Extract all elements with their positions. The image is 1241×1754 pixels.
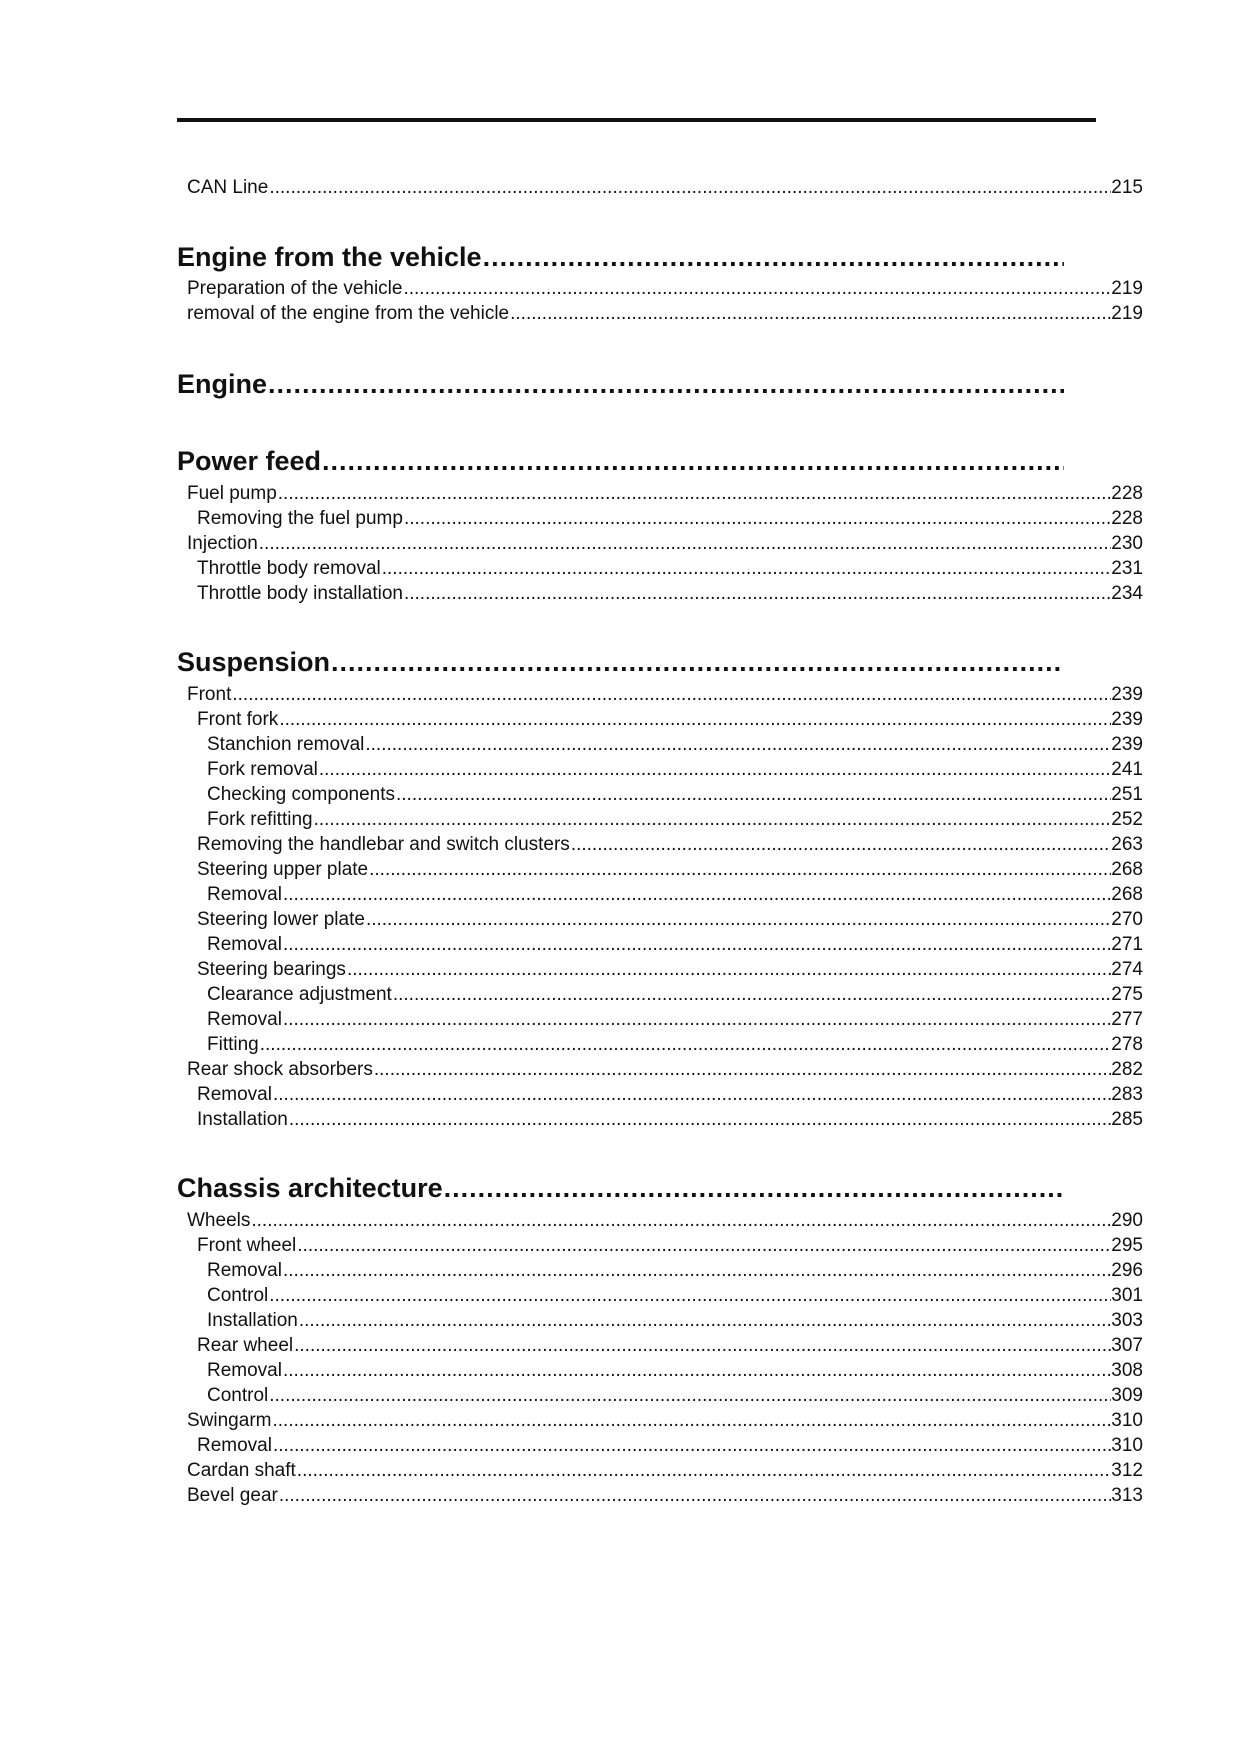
toc-entry-label: Fitting bbox=[207, 1034, 259, 1055]
toc-entry[interactable] bbox=[207, 1007, 1143, 1032]
section-heading-suspension[interactable] bbox=[177, 645, 1064, 679]
dot-leader bbox=[289, 1107, 1111, 1132]
toc-entry-page: 310 bbox=[1111, 1410, 1143, 1431]
dot-leader bbox=[365, 732, 1111, 757]
toc-entry[interactable] bbox=[197, 957, 1143, 982]
toc-entry-page: 278 bbox=[1111, 1034, 1143, 1055]
dot-leader bbox=[297, 1458, 1112, 1483]
dot-leader bbox=[283, 1358, 1111, 1383]
section-title: Power feed bbox=[177, 446, 322, 476]
dot-leader bbox=[232, 682, 1111, 707]
toc-entry[interactable] bbox=[207, 1258, 1143, 1283]
toc-entry[interactable] bbox=[197, 1433, 1143, 1458]
dot-leader bbox=[251, 1208, 1111, 1233]
toc-entry-page: 230 bbox=[1111, 533, 1143, 554]
toc-entry[interactable] bbox=[207, 1358, 1143, 1383]
toc-entry-label: Removal bbox=[197, 1084, 272, 1105]
toc-entry-page: 277 bbox=[1111, 1009, 1143, 1030]
toc-entry[interactable] bbox=[197, 556, 1143, 581]
toc-entry[interactable] bbox=[197, 581, 1143, 606]
toc-entry[interactable] bbox=[207, 782, 1143, 807]
dot-leader bbox=[366, 907, 1111, 932]
toc-entry-page: 234 bbox=[1111, 583, 1143, 604]
toc-entry-page: 268 bbox=[1111, 859, 1143, 880]
toc-entry-page: 307 bbox=[1111, 1335, 1143, 1356]
toc-entry-page: 239 bbox=[1111, 709, 1143, 730]
dot-leader bbox=[283, 882, 1111, 907]
dot-leader bbox=[273, 1433, 1111, 1458]
toc-entry-label: Stanchion removal bbox=[207, 734, 365, 755]
toc-entry-page: 309 bbox=[1111, 1385, 1143, 1406]
toc-entry-label: Throttle body removal bbox=[197, 558, 381, 579]
dot-leader bbox=[283, 1007, 1111, 1032]
toc-entry-label: Rear shock absorbers bbox=[187, 1059, 373, 1080]
toc-entry-label: Removal bbox=[207, 1260, 282, 1281]
toc-entry-page: 312 bbox=[1111, 1460, 1143, 1481]
dot-leader bbox=[510, 301, 1111, 326]
toc-entry-page: 231 bbox=[1111, 558, 1143, 579]
header-rule bbox=[177, 118, 1096, 122]
toc-entry-label: Fork refitting bbox=[207, 809, 313, 830]
toc-entry-label: Installation bbox=[207, 1310, 298, 1331]
toc-entry[interactable] bbox=[197, 506, 1143, 531]
toc-entry-label: Removal bbox=[197, 1435, 272, 1456]
dot-leader bbox=[278, 481, 1112, 506]
dot-leader bbox=[283, 932, 1111, 957]
toc-entry[interactable] bbox=[187, 531, 1143, 556]
dot-leader bbox=[444, 1171, 1064, 1205]
section-heading-engine[interactable] bbox=[177, 367, 1064, 401]
toc-entry-label: Removal bbox=[207, 884, 282, 905]
toc-entry-label: Steering upper plate bbox=[197, 859, 369, 880]
dot-leader bbox=[404, 506, 1111, 531]
toc-entry-page: 290 bbox=[1111, 1210, 1143, 1231]
toc-entry-label: CAN Line bbox=[187, 177, 269, 198]
dot-leader bbox=[269, 175, 1111, 200]
toc-entry[interactable] bbox=[187, 481, 1143, 506]
section-title: Engine bbox=[177, 369, 268, 399]
toc-entry[interactable] bbox=[197, 1233, 1143, 1258]
toc-entry[interactable] bbox=[207, 1032, 1143, 1057]
toc-entry[interactable] bbox=[187, 1408, 1143, 1433]
toc-entry-label: Fuel pump bbox=[187, 483, 277, 504]
toc-entry-label: Checking components bbox=[207, 784, 395, 805]
toc-entry[interactable] bbox=[207, 1383, 1143, 1408]
toc-entry-label: Removing the fuel pump bbox=[197, 508, 403, 529]
toc-entry-label: Removal bbox=[207, 934, 282, 955]
toc-entry[interactable] bbox=[187, 276, 1143, 301]
dot-leader bbox=[404, 581, 1111, 606]
dot-leader bbox=[260, 1032, 1112, 1057]
dot-leader bbox=[279, 707, 1111, 732]
toc-entry-page: 313 bbox=[1111, 1485, 1143, 1506]
toc-entry-label: Removing the handlebar and switch clusters bbox=[197, 834, 570, 855]
toc-entry-page: 310 bbox=[1111, 1435, 1143, 1456]
toc-entry-label: Bevel gear bbox=[187, 1485, 278, 1506]
toc-entry-label: Removal bbox=[207, 1360, 282, 1381]
toc-entry-page: 241 bbox=[1111, 759, 1143, 780]
toc-entry-label: Throttle body installation bbox=[197, 583, 403, 604]
toc-entry-page: 274 bbox=[1111, 959, 1143, 980]
toc-entry-label: Removal bbox=[207, 1009, 282, 1030]
toc-entry-page: 275 bbox=[1111, 984, 1143, 1005]
dot-leader bbox=[259, 531, 1112, 556]
toc-entry[interactable] bbox=[187, 301, 1143, 326]
dot-leader bbox=[319, 757, 1111, 782]
toc-entry-page: 239 bbox=[1111, 734, 1143, 755]
toc-entry[interactable] bbox=[197, 707, 1143, 732]
dot-leader bbox=[273, 1082, 1111, 1107]
section-heading-power-feed[interactable] bbox=[177, 444, 1064, 478]
dot-leader bbox=[269, 1283, 1111, 1308]
toc-entry-label: Installation bbox=[197, 1109, 288, 1130]
toc-entry-page: 271 bbox=[1111, 934, 1143, 955]
section-heading-engine-from-vehicle[interactable] bbox=[177, 240, 1064, 274]
dot-leader bbox=[294, 1333, 1111, 1358]
toc-entry-label: Steering bearings bbox=[197, 959, 346, 980]
toc-entry-can-line[interactable] bbox=[187, 175, 1143, 200]
toc-entry[interactable] bbox=[207, 982, 1143, 1007]
toc-entry-page: 296 bbox=[1111, 1260, 1143, 1281]
toc-entry[interactable] bbox=[207, 807, 1143, 832]
dot-leader bbox=[297, 1233, 1111, 1258]
toc-entry-label: Wheels bbox=[187, 1210, 251, 1231]
toc-entry[interactable] bbox=[187, 1208, 1143, 1233]
dot-leader bbox=[393, 982, 1111, 1007]
toc-entry-label: removal of the engine from the vehicle bbox=[187, 303, 510, 324]
toc-entry[interactable] bbox=[187, 1057, 1143, 1082]
toc-entry-page: 251 bbox=[1111, 784, 1143, 805]
toc-entry-page: 239 bbox=[1111, 684, 1143, 705]
dot-leader bbox=[374, 1057, 1111, 1082]
dot-leader bbox=[314, 807, 1112, 832]
toc-entry-label: Cardan shaft bbox=[187, 1460, 296, 1481]
toc-entry-label: Control bbox=[207, 1385, 269, 1406]
toc-entry-page: 228 bbox=[1111, 483, 1143, 504]
toc-entry-page: 285 bbox=[1111, 1109, 1143, 1130]
toc-entry-label: Clearance adjustment bbox=[207, 984, 392, 1005]
toc-entry[interactable] bbox=[207, 1308, 1143, 1333]
toc-entry[interactable] bbox=[197, 857, 1143, 882]
section-heading-chassis-architecture[interactable] bbox=[177, 1171, 1064, 1205]
toc-entry[interactable] bbox=[197, 907, 1143, 932]
toc-entry[interactable] bbox=[207, 732, 1143, 757]
toc-entry-page: 295 bbox=[1111, 1235, 1143, 1256]
toc-entry-label: Front bbox=[187, 684, 232, 705]
dot-leader bbox=[283, 1258, 1111, 1283]
toc-entry[interactable] bbox=[207, 932, 1143, 957]
section-title: Suspension bbox=[177, 647, 331, 677]
toc-entry-page: 263 bbox=[1111, 834, 1143, 855]
dot-leader bbox=[269, 1383, 1111, 1408]
section-title: Chassis architecture bbox=[177, 1173, 443, 1203]
toc-entry-page: 219 bbox=[1111, 278, 1143, 299]
toc-entry-label: Injection bbox=[187, 533, 258, 554]
toc-entry-page: 268 bbox=[1111, 884, 1143, 905]
dot-leader bbox=[272, 1408, 1111, 1433]
toc-entry-label: Front fork bbox=[197, 709, 279, 730]
toc-entry[interactable] bbox=[197, 1333, 1143, 1358]
toc-entry-label: Swingarm bbox=[187, 1410, 272, 1431]
dot-leader bbox=[347, 957, 1111, 982]
toc-entry-page: 219 bbox=[1111, 303, 1143, 324]
toc-entry[interactable] bbox=[207, 882, 1143, 907]
toc-entry[interactable] bbox=[207, 757, 1143, 782]
toc-entry-page: 228 bbox=[1111, 508, 1143, 529]
toc-entry-page: 270 bbox=[1111, 909, 1143, 930]
dot-leader bbox=[382, 556, 1112, 581]
toc-entry[interactable] bbox=[187, 1458, 1143, 1483]
toc-entry-page: 282 bbox=[1111, 1059, 1143, 1080]
toc-entry-label: Rear wheel bbox=[197, 1335, 294, 1356]
dot-leader bbox=[571, 832, 1111, 857]
toc-entry-page: 215 bbox=[1111, 177, 1143, 198]
toc-entry-label: Steering lower plate bbox=[197, 909, 365, 930]
dot-leader bbox=[268, 367, 1064, 401]
toc-entry[interactable] bbox=[207, 1283, 1143, 1308]
toc-entry-label: Preparation of the vehicle bbox=[187, 278, 403, 299]
dot-leader bbox=[322, 444, 1064, 478]
toc-entry[interactable] bbox=[197, 1107, 1143, 1132]
toc-entry-page: 308 bbox=[1111, 1360, 1143, 1381]
dot-leader bbox=[369, 857, 1111, 882]
toc-entry[interactable] bbox=[197, 832, 1143, 857]
toc-entry[interactable] bbox=[197, 1082, 1143, 1107]
toc-entry-page: 252 bbox=[1111, 809, 1143, 830]
toc-entry-label: Control bbox=[207, 1285, 269, 1306]
dot-leader bbox=[403, 276, 1111, 301]
toc-entry-page: 303 bbox=[1111, 1310, 1143, 1331]
dot-leader bbox=[331, 645, 1064, 679]
dot-leader bbox=[483, 240, 1064, 274]
dot-leader bbox=[396, 782, 1111, 807]
toc-entry-page: 301 bbox=[1111, 1285, 1143, 1306]
dot-leader bbox=[279, 1483, 1111, 1508]
toc-entry-label: Fork removal bbox=[207, 759, 318, 780]
dot-leader bbox=[299, 1308, 1111, 1333]
toc-entry[interactable] bbox=[187, 682, 1143, 707]
section-title: Engine from the vehicle bbox=[177, 242, 482, 272]
toc-entry[interactable] bbox=[187, 1483, 1143, 1508]
toc-entry-label: Front wheel bbox=[197, 1235, 297, 1256]
toc-entry-page: 283 bbox=[1111, 1084, 1143, 1105]
